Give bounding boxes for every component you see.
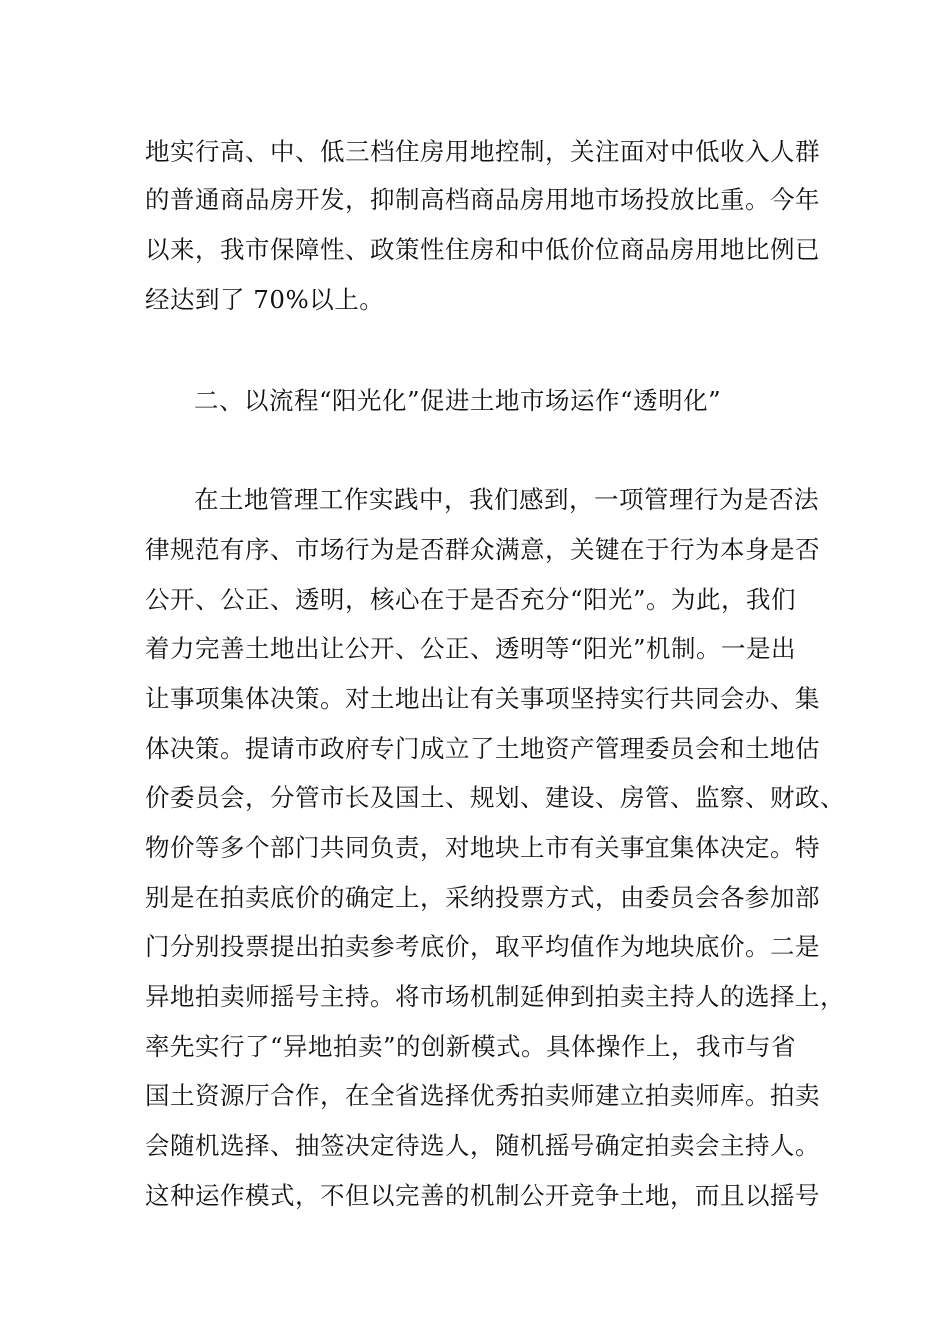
text-line: 体决策。提请市政府专门成立了土地资产管理委员会和土地估 [145, 734, 820, 763]
text-line: 经达到了 70%以上。 [145, 285, 385, 314]
text-line: 以来，我市保障性、政策性住房和中低价位商品房用地比例已 [145, 235, 820, 264]
text-line: 在土地管理工作实践中，我们感到，一项管理行为是否法 [194, 485, 819, 514]
text-line: 地实行高、中、低三档住房用地控制，关注面对中低收入人群 [145, 137, 820, 166]
text-line: 让事项集体决策。对土地出让有关事项坚持实行共同会办、集 [145, 684, 820, 713]
text-line: 价委员会，分管市长及国土、规划、建设、房管、监察、财政、 [145, 783, 845, 812]
text-line: 国土资源厅合作，在全省选择优秀拍卖师建立拍卖师库。拍卖 [145, 1081, 820, 1110]
text-line: 物价等多个部门共同负责，对地块上市有关事宜集体决定。特 [145, 833, 820, 862]
text-line: 会随机选择、抽签决定待选人，随机摇号确定拍卖会主持人。 [145, 1131, 820, 1160]
text-line: 异地拍卖师摇号主持。将市场机制延伸到拍卖主持人的选择上， [145, 982, 845, 1011]
text-line: 别是在拍卖底价的确定上，采纳投票方式，由委员会各参加部 [145, 883, 820, 912]
text-line: 公开、公正、透明，核心在于是否充分“阳光”。为此，我们 [145, 585, 797, 614]
text-line: 的普通商品房开发，抑制高档商品房用地市场投放比重。今年 [145, 185, 820, 214]
text-line: 着力完善土地出让公开、公正、透明等“阳光”机制。一是出 [145, 634, 797, 663]
text-line: 这种运作模式，不但以完善的机制公开竞争土地，而且以摇号 [145, 1181, 820, 1210]
text-line: 律规范有序、市场行为是否群众满意，关键在于行为本身是否 [145, 535, 820, 564]
text-line: 率先实行了“异地拍卖”的创新模式。具体操作上，我市与省 [145, 1032, 797, 1061]
section-heading: 二、以流程“阳光化”促进土地市场运作“透明化” [194, 386, 722, 415]
text-line: 门分别投票提出拍卖参考底价，取平均值作为地块底价。二是 [145, 932, 820, 961]
